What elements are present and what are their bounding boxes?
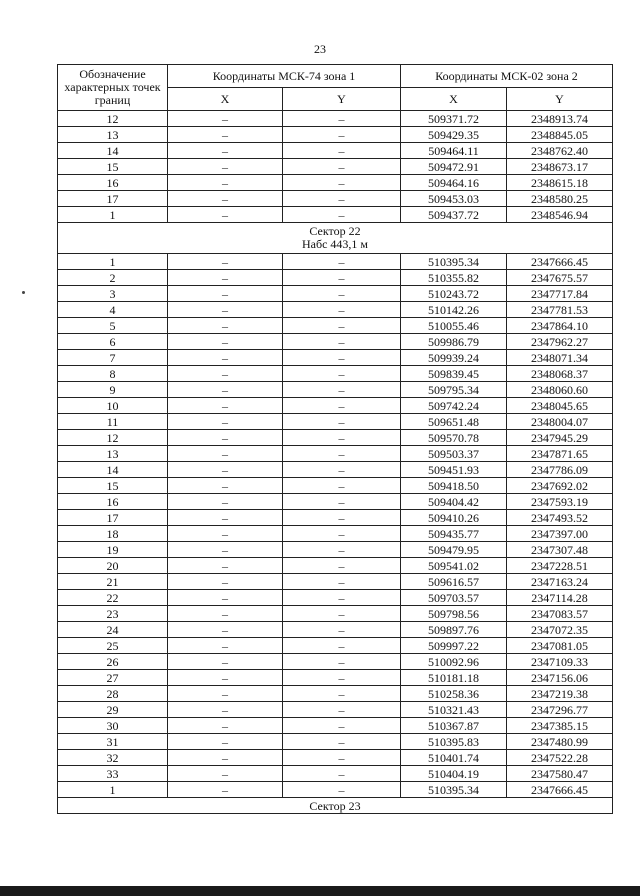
msk02-y-cell: 2347109.33 [507,654,613,670]
msk02-x-cell: 509404.42 [401,494,507,510]
msk02-x-cell: 509795.34 [401,382,507,398]
coordinates-table [57,64,613,814]
point-number-cell: 18 [58,526,168,542]
msk02-x-cell: 510258.36 [401,686,507,702]
msk02-x-cell: 509839.45 [401,366,507,382]
table-row [58,510,613,526]
point-number-cell: 9 [58,382,168,398]
msk02-y-cell: 2347156.06 [507,670,613,686]
table-row [58,670,613,686]
table-row [58,254,613,270]
msk74-y-cell: – [283,398,401,414]
msk74-y-cell: – [283,350,401,366]
point-number-cell: 23 [58,606,168,622]
msk02-x-cell: 509410.26 [401,510,507,526]
msk02-x-cell: 510243.72 [401,286,507,302]
header-msk02-y: Y [507,88,613,111]
point-number-cell: 13 [58,127,168,143]
msk02-x-cell: 510055.46 [401,318,507,334]
table-row [58,318,613,334]
msk02-x-cell: 509997.22 [401,638,507,654]
table-row [58,270,613,286]
msk02-y-cell: 2347864.10 [507,318,613,334]
table-row [58,191,613,207]
table-row [58,638,613,654]
msk02-y-cell: 2348546.94 [507,207,613,223]
point-number-cell: 32 [58,750,168,766]
msk74-y-cell: – [283,558,401,574]
table-row [58,382,613,398]
table-row [58,127,613,143]
msk74-x-cell: – [168,175,283,191]
msk74-y-cell: – [283,478,401,494]
rows-sector-22 [58,254,613,798]
msk02-y-cell: 2347480.99 [507,734,613,750]
msk74-x-cell: – [168,734,283,750]
point-number-cell: 2 [58,270,168,286]
msk02-y-cell: 2348762.40 [507,143,613,159]
msk02-y-cell: 2347945.29 [507,430,613,446]
point-number-cell: 25 [58,638,168,654]
table-row [58,654,613,670]
header-msk02-x: X [401,88,507,111]
msk74-y-cell: – [283,143,401,159]
msk74-x-cell: – [168,382,283,398]
msk02-x-cell: 509429.35 [401,127,507,143]
msk74-x-cell: – [168,606,283,622]
msk74-y-cell: – [283,638,401,654]
msk74-x-cell: – [168,622,283,638]
msk02-x-cell: 510404.19 [401,766,507,782]
msk74-y-cell: – [283,702,401,718]
msk02-y-cell: 2347083.57 [507,606,613,622]
msk74-x-cell: – [168,638,283,654]
table-row [58,590,613,606]
table-row [58,558,613,574]
msk02-x-cell: 509451.93 [401,462,507,478]
msk02-x-cell: 509939.24 [401,350,507,366]
table-row [58,782,613,798]
point-number-cell: 31 [58,734,168,750]
msk02-x-cell: 509418.50 [401,478,507,494]
msk74-x-cell: – [168,510,283,526]
table-row [58,542,613,558]
msk74-x-cell: – [168,127,283,143]
msk74-x-cell: – [168,446,283,462]
msk74-x-cell: – [168,670,283,686]
msk74-y-cell: – [283,670,401,686]
msk74-y-cell: – [283,590,401,606]
msk74-y-cell: – [283,446,401,462]
msk02-y-cell: 2347786.09 [507,462,613,478]
msk02-x-cell: 509897.76 [401,622,507,638]
msk02-x-cell: 510395.34 [401,254,507,270]
point-number-cell: 6 [58,334,168,350]
section-subtitle: Набс 443,1 м [301,237,369,251]
msk74-y-cell: – [283,510,401,526]
point-number-cell: 10 [58,398,168,414]
msk02-y-cell: 2347666.45 [507,782,613,798]
msk02-y-cell: 2347692.02 [507,478,613,494]
msk02-x-cell: 509371.72 [401,111,507,127]
msk02-x-cell: 510092.96 [401,654,507,670]
point-number-cell: 13 [58,446,168,462]
header-msk74-y: Y [283,88,401,111]
msk02-x-cell: 509435.77 [401,526,507,542]
msk74-x-cell: – [168,750,283,766]
table-row [58,430,613,446]
msk02-x-cell: 509986.79 [401,334,507,350]
msk74-y-cell: – [283,207,401,223]
point-number-cell: 17 [58,510,168,526]
msk74-y-cell: – [283,606,401,622]
table-row [58,175,613,191]
msk02-y-cell: 2348068.37 [507,366,613,382]
msk02-y-cell: 2347163.24 [507,574,613,590]
point-number-cell: 14 [58,143,168,159]
msk02-x-cell: 509570.78 [401,430,507,446]
table-row [58,734,613,750]
msk74-y-cell: – [283,622,401,638]
msk74-y-cell: – [283,175,401,191]
next-section-header: Сектор 23 [58,798,613,814]
msk02-y-cell: 2347385.15 [507,718,613,734]
msk74-x-cell: – [168,494,283,510]
msk74-y-cell: – [283,414,401,430]
table-row [58,718,613,734]
msk74-y-cell: – [283,494,401,510]
msk74-x-cell: – [168,766,283,782]
msk74-x-cell: – [168,254,283,270]
section-title: Сектор 22 [309,223,361,238]
msk74-x-cell: – [168,366,283,382]
msk02-x-cell: 510142.26 [401,302,507,318]
msk74-y-cell: – [283,526,401,542]
table-row [58,302,613,318]
header-msk74-x: X [168,88,283,111]
margin-mark [22,291,25,294]
msk74-y-cell: – [283,366,401,382]
msk74-x-cell: – [168,302,283,318]
msk74-y-cell: – [283,318,401,334]
section-22 [58,223,613,254]
point-number-cell: 16 [58,494,168,510]
point-number-cell: 1 [58,254,168,270]
point-number-cell: 1 [58,782,168,798]
msk74-x-cell: – [168,111,283,127]
msk02-x-cell: 509464.11 [401,143,507,159]
msk02-y-cell: 2347666.45 [507,254,613,270]
point-number-cell: 5 [58,318,168,334]
msk74-x-cell: – [168,782,283,798]
msk02-x-cell: 510181.18 [401,670,507,686]
msk74-x-cell: – [168,654,283,670]
msk02-y-cell: 2347580.47 [507,766,613,782]
msk02-y-cell: 2347397.00 [507,526,613,542]
msk74-y-cell: – [283,574,401,590]
msk74-x-cell: – [168,574,283,590]
point-number-cell: 28 [58,686,168,702]
msk74-y-cell: – [283,159,401,175]
scan-bottom-edge [0,886,640,896]
msk02-y-cell: 2348004.07 [507,414,613,430]
msk02-y-cell: 2348913.74 [507,111,613,127]
msk02-y-cell: 2347072.35 [507,622,613,638]
table-row [58,686,613,702]
table-row [58,606,613,622]
msk02-y-cell: 2347675.57 [507,270,613,286]
msk74-x-cell: – [168,191,283,207]
point-number-cell: 22 [58,590,168,606]
msk74-x-cell: – [168,318,283,334]
msk02-y-cell: 2348060.60 [507,382,613,398]
msk02-x-cell: 509541.02 [401,558,507,574]
point-number-cell: 16 [58,175,168,191]
header-msk02: Координаты МСК-02 зона 2 [401,65,613,88]
msk02-x-cell: 510395.34 [401,782,507,798]
msk02-y-cell: 2347228.51 [507,558,613,574]
table-row [58,478,613,494]
point-number-cell: 17 [58,191,168,207]
msk74-x-cell: – [168,159,283,175]
msk02-x-cell: 509453.03 [401,191,507,207]
point-number-cell: 24 [58,622,168,638]
table-row [58,750,613,766]
table-row [58,111,613,127]
msk74-x-cell: – [168,558,283,574]
msk74-x-cell: – [168,702,283,718]
msk02-x-cell: 510321.43 [401,702,507,718]
msk74-y-cell: – [283,654,401,670]
msk74-y-cell: – [283,254,401,270]
msk74-y-cell: – [283,750,401,766]
msk02-x-cell: 509703.57 [401,590,507,606]
msk74-x-cell: – [168,526,283,542]
table-row [58,574,613,590]
msk02-x-cell: 510395.83 [401,734,507,750]
point-number-cell: 14 [58,462,168,478]
point-number-cell: 29 [58,702,168,718]
table-row [58,766,613,782]
msk74-x-cell: – [168,718,283,734]
msk02-x-cell: 509651.48 [401,414,507,430]
msk74-y-cell: – [283,462,401,478]
msk74-x-cell: – [168,430,283,446]
msk02-x-cell: 509798.56 [401,606,507,622]
section-header [58,223,613,254]
point-number-cell: 15 [58,478,168,494]
point-number-cell: 19 [58,542,168,558]
msk02-y-cell: 2347871.65 [507,446,613,462]
msk02-y-cell: 2348045.65 [507,398,613,414]
msk02-y-cell: 2347493.52 [507,510,613,526]
point-number-cell: 15 [58,159,168,175]
msk02-x-cell: 509464.16 [401,175,507,191]
table-row [58,526,613,542]
msk74-y-cell: – [283,334,401,350]
msk74-y-cell: – [283,382,401,398]
msk74-y-cell: – [283,430,401,446]
table-row [58,159,613,175]
msk74-x-cell: – [168,590,283,606]
msk74-x-cell: – [168,286,283,302]
table-row [58,398,613,414]
point-number-cell: 26 [58,654,168,670]
rows-previous-sector [58,111,613,223]
table-row [58,462,613,478]
msk74-y-cell: – [283,270,401,286]
table-row [58,334,613,350]
msk02-x-cell: 509616.57 [401,574,507,590]
point-number-cell: 30 [58,718,168,734]
msk02-x-cell: 509472.91 [401,159,507,175]
header-msk74: Координаты МСК-74 зона 1 [168,65,401,88]
point-number-cell: 12 [58,430,168,446]
point-number-cell: 27 [58,670,168,686]
msk02-y-cell: 2348673.17 [507,159,613,175]
msk74-x-cell: – [168,334,283,350]
msk02-y-cell: 2347781.53 [507,302,613,318]
msk02-y-cell: 2347307.48 [507,542,613,558]
table-row [58,702,613,718]
msk02-x-cell: 510355.82 [401,270,507,286]
msk74-x-cell: – [168,143,283,159]
msk02-y-cell: 2348580.25 [507,191,613,207]
msk74-x-cell: – [168,207,283,223]
msk74-y-cell: – [283,127,401,143]
point-number-cell: 3 [58,286,168,302]
section-23 [58,798,613,814]
msk74-y-cell: – [283,542,401,558]
msk74-y-cell: – [283,734,401,750]
msk74-x-cell: – [168,686,283,702]
msk74-y-cell: – [283,766,401,782]
msk74-y-cell: – [283,718,401,734]
page-number: 23 [314,42,326,56]
header-point-designation: Обозначение характерных точек границ [58,65,168,111]
msk74-x-cell: – [168,270,283,286]
msk74-x-cell: – [168,350,283,366]
table-row [58,494,613,510]
table-row [58,622,613,638]
msk74-x-cell: – [168,398,283,414]
msk74-x-cell: – [168,462,283,478]
point-number-cell: 11 [58,414,168,430]
msk02-y-cell: 2347593.19 [507,494,613,510]
table-row [58,366,613,382]
point-number-cell: 7 [58,350,168,366]
msk02-x-cell: 509503.37 [401,446,507,462]
msk02-x-cell: 509437.72 [401,207,507,223]
msk02-x-cell: 509742.24 [401,398,507,414]
table-row [58,286,613,302]
msk02-x-cell: 510401.74 [401,750,507,766]
table-row [58,350,613,366]
msk02-y-cell: 2348845.05 [507,127,613,143]
msk74-y-cell: – [283,286,401,302]
point-number-cell: 33 [58,766,168,782]
point-number-cell: 1 [58,207,168,223]
msk02-x-cell: 509479.95 [401,542,507,558]
table-row [58,143,613,159]
table-row [58,207,613,223]
point-number-cell: 21 [58,574,168,590]
msk02-y-cell: 2348615.18 [507,175,613,191]
point-number-cell: 20 [58,558,168,574]
msk02-y-cell: 2347717.84 [507,286,613,302]
msk02-y-cell: 2347081.05 [507,638,613,654]
point-number-cell: 12 [58,111,168,127]
msk74-x-cell: – [168,478,283,494]
msk74-y-cell: – [283,191,401,207]
msk02-y-cell: 2347219.38 [507,686,613,702]
msk02-y-cell: 2347962.27 [507,334,613,350]
table-row [58,446,613,462]
msk74-x-cell: – [168,542,283,558]
msk74-x-cell: – [168,414,283,430]
msk74-y-cell: – [283,686,401,702]
point-number-cell: 4 [58,302,168,318]
msk02-y-cell: 2347296.77 [507,702,613,718]
msk74-y-cell: – [283,111,401,127]
msk74-y-cell: – [283,302,401,318]
point-number-cell: 8 [58,366,168,382]
msk02-y-cell: 2348071.34 [507,350,613,366]
msk74-y-cell: – [283,782,401,798]
msk02-y-cell: 2347114.28 [507,590,613,606]
msk02-y-cell: 2347522.28 [507,750,613,766]
table-row [58,414,613,430]
msk02-x-cell: 510367.87 [401,718,507,734]
